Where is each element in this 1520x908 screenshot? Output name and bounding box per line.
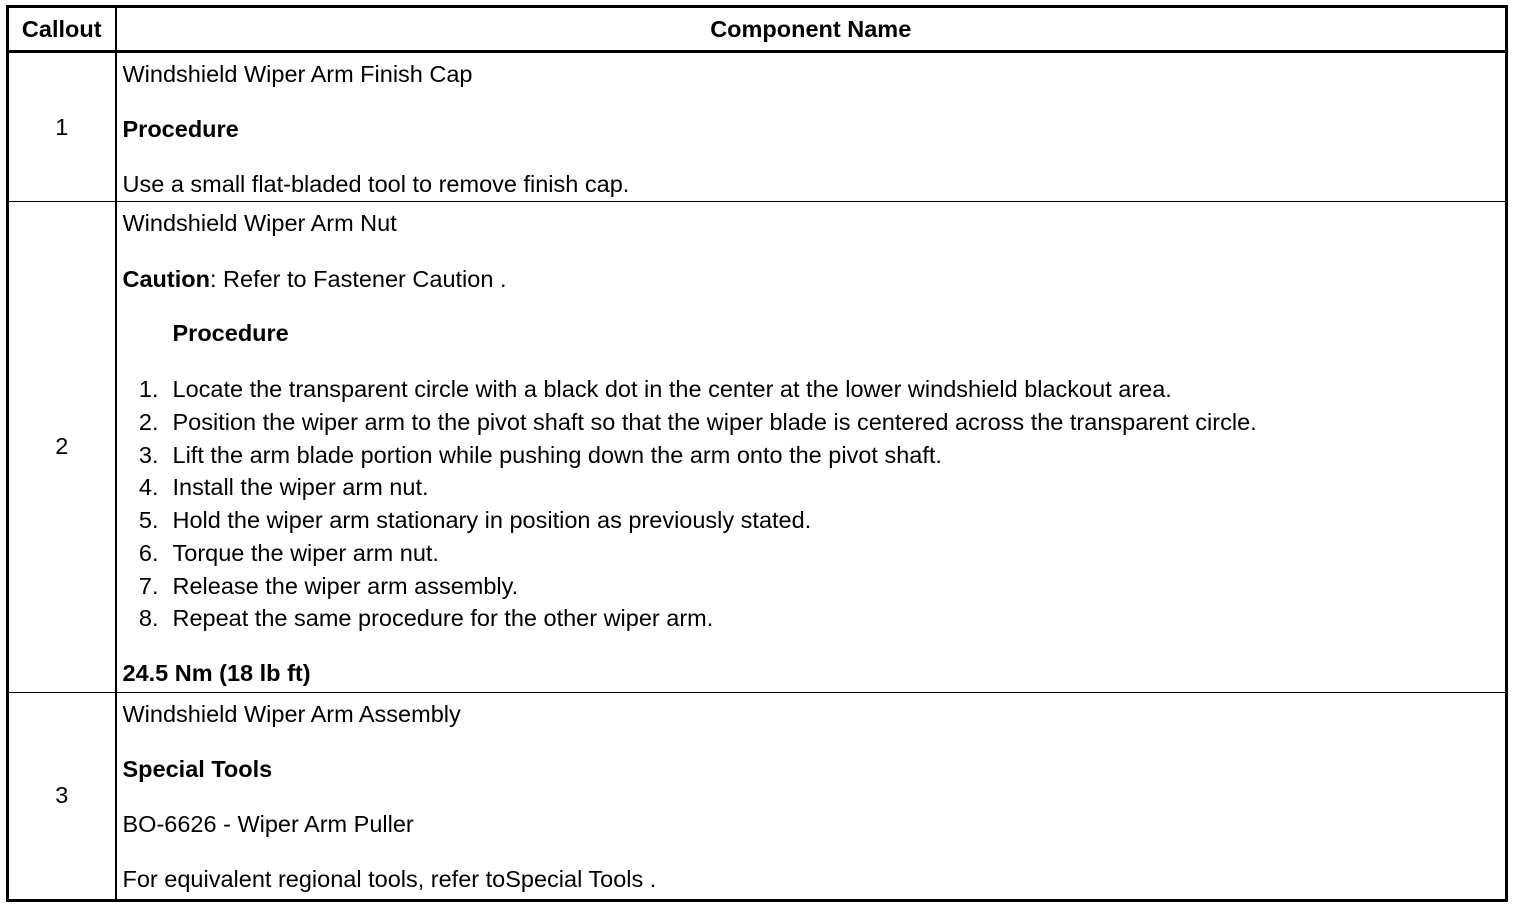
table-row: [8, 692, 1507, 900]
component-table: [6, 5, 1508, 902]
component-cell: [116, 52, 1507, 202]
step-number: 7.: [138, 573, 159, 600]
step-number: 6.: [138, 540, 159, 567]
special-tools-label: Special Tools: [122, 755, 273, 782]
caution-line: [123, 266, 507, 293]
step-number: 1.: [138, 376, 159, 403]
procedure-label: Procedure: [172, 320, 289, 347]
step-number: 5.: [138, 507, 159, 534]
step-text: Torque the wiper arm nut.: [172, 540, 439, 567]
procedure-label: Procedure: [122, 116, 239, 142]
step-number: 4.: [138, 474, 159, 501]
special-tool-item: BO-6626 - Wiper Arm Puller: [122, 810, 414, 837]
component-name: Windshield Wiper Arm Nut: [122, 210, 397, 237]
caution-label: Caution: [122, 266, 210, 293]
step-number: 2.: [138, 409, 159, 436]
component-cell: [116, 202, 1507, 693]
step-text: Position the wiper arm to the pivot shaft so that the wiper blade is centered across the transparent circle.: [172, 409, 1257, 436]
step-number: 8.: [138, 605, 159, 632]
component-name: Windshield Wiper Arm Finish Cap: [122, 61, 473, 87]
step-text: Locate the transparent circle with a black dot in the center at the lower windshield blackout area.: [172, 376, 1172, 403]
regional-tools-note: For equivalent regional tools, refer toSpecial Tools .: [122, 865, 657, 892]
step-number: 3.: [138, 442, 159, 469]
caution-text: : Refer to Fastener Caution .: [209, 266, 507, 293]
component-cell: [116, 692, 1507, 900]
step-text: Install the wiper arm nut.: [172, 474, 429, 501]
callout-number: 2: [8, 202, 116, 693]
table-row: [8, 52, 1507, 202]
step-text: Lift the arm blade portion while pushing down the arm onto the pivot shaft.: [172, 442, 942, 469]
header-component-name: Component Name: [116, 7, 1507, 52]
table-header-row: [8, 7, 1507, 52]
callout-number: 3: [8, 692, 116, 900]
header-callout: Callout: [8, 7, 116, 52]
callout-number: 1: [8, 52, 116, 202]
step-text: Repeat the same procedure for the other wiper arm.: [172, 605, 714, 632]
step-text: Hold the wiper arm stationary in position as previously stated.: [172, 507, 812, 534]
step-text: Release the wiper arm assembly.: [172, 573, 519, 600]
torque-spec: 24.5 Nm (18 lb ft): [122, 660, 311, 687]
component-name: Windshield Wiper Arm Assembly: [122, 700, 461, 727]
procedure-text: Use a small flat-bladed tool to remove finish cap.: [122, 171, 630, 197]
table-row: [8, 202, 1507, 693]
